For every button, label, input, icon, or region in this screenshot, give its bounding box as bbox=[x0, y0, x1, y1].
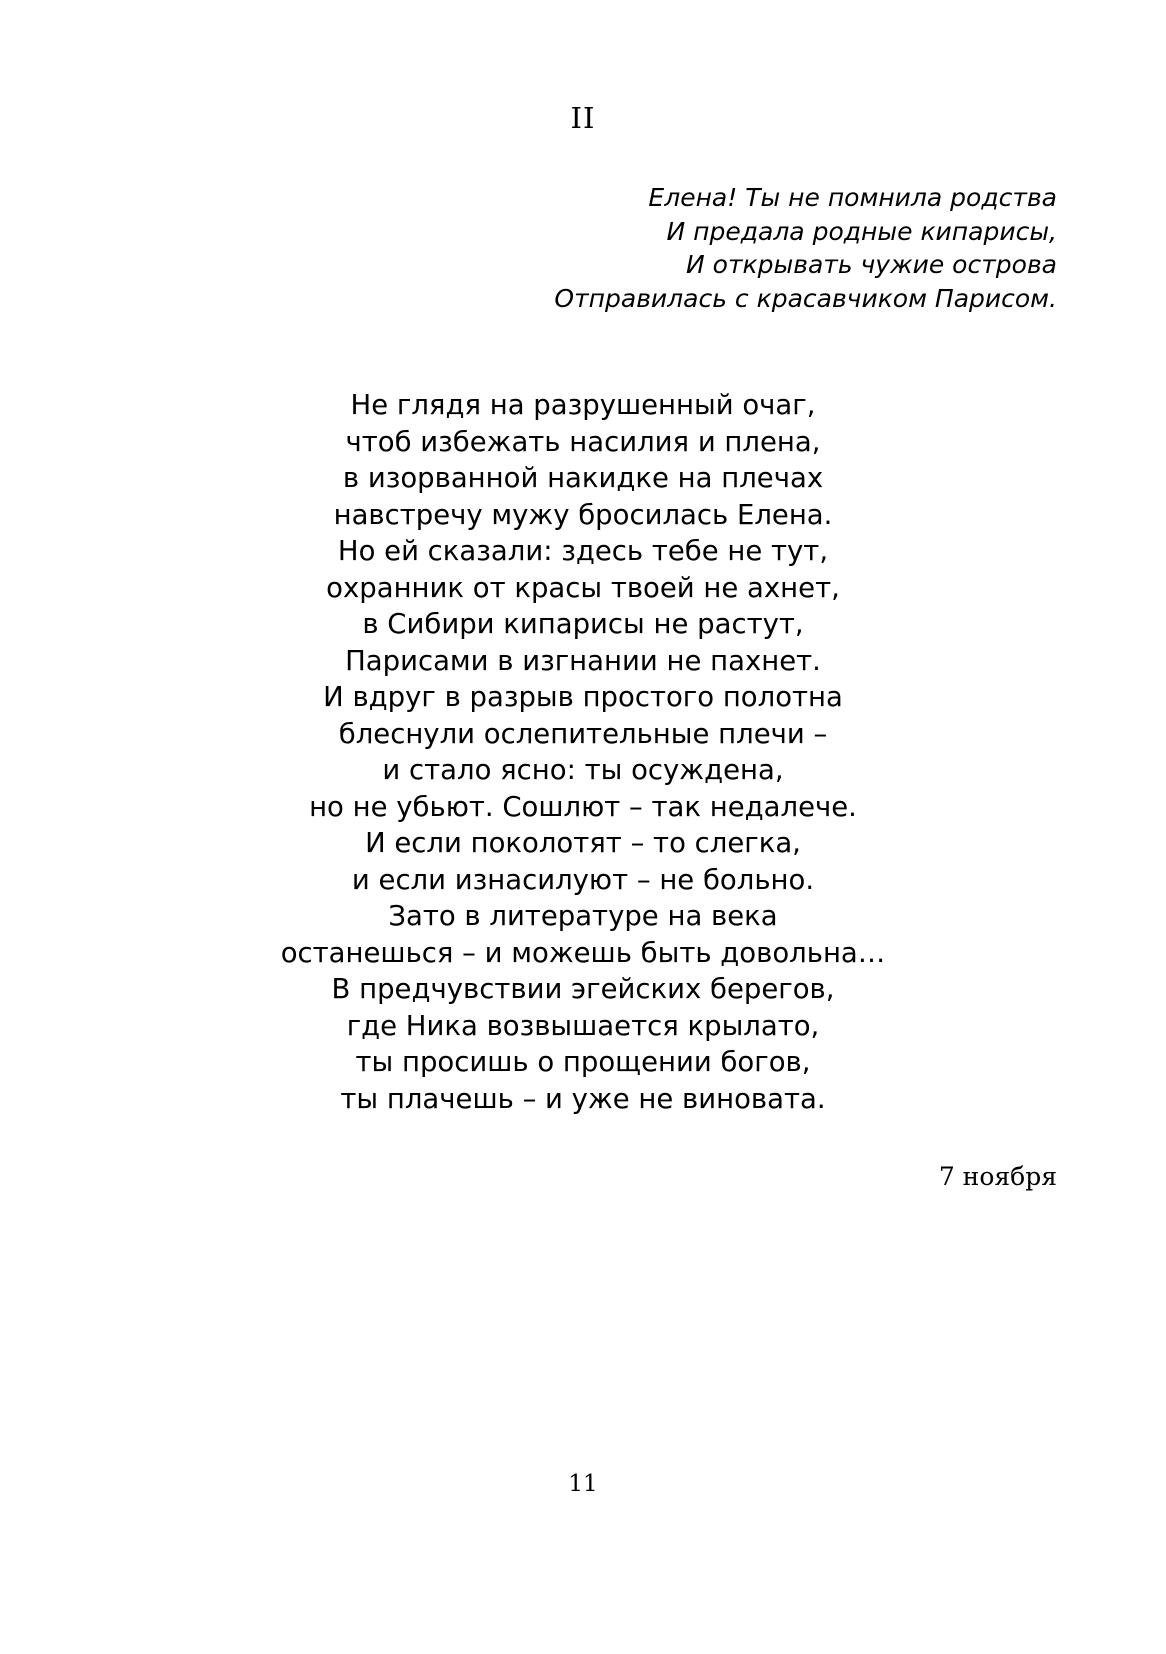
poem-line: в Сибири кипарисы не растут, bbox=[362, 608, 804, 640]
poem-line: Зато в литературе на века bbox=[388, 900, 778, 932]
epigraph-line: Елена! Ты не помнила родства bbox=[648, 183, 1057, 212]
poem-line: чтоб избежать насилия и плена, bbox=[345, 425, 821, 458]
page-number: 11 bbox=[568, 1471, 598, 1497]
epigraph-line: Отправилась с красавчиком Парисом. bbox=[554, 283, 1057, 313]
epigraph-line: И открывать чужие острова bbox=[686, 250, 1057, 279]
poem-body bbox=[0, 387, 1166, 1117]
poem-line: И вдруг в разрыв простого полотна bbox=[323, 681, 843, 713]
poem-line: в изорванной накидке на плечах bbox=[342, 462, 824, 494]
poem-line: В предчувствии эгейских берегов, bbox=[331, 973, 835, 1005]
epigraph bbox=[357, 181, 1057, 315]
poem-date: 7 ноября bbox=[938, 1162, 1057, 1191]
poem-line: и если изнасилуют – не больно. bbox=[351, 863, 815, 896]
section-numeral: II bbox=[570, 101, 596, 135]
poem-line: и стало ясно: ты осуждена, bbox=[382, 754, 784, 786]
poem-line: блеснули ослепительные плечи – bbox=[338, 717, 828, 750]
epigraph-line: И предала родные кипарисы, bbox=[666, 216, 1057, 246]
poem-line: навстречу мужу бросилась Елена. bbox=[333, 498, 833, 531]
poem-line: но не убьют. Сошлют – так недалече. bbox=[309, 790, 857, 823]
poem-line: ты плачешь – и уже не виновата. bbox=[340, 1082, 826, 1115]
poem-line: где Ника возвышается крылато, bbox=[346, 1009, 820, 1042]
poem-line: охранник от красы твоей не ахнет, bbox=[326, 571, 840, 604]
poem-line: Парисами в изгнании не пахнет. bbox=[345, 644, 821, 677]
poem-line: И если поколотят – то слегка, bbox=[365, 827, 801, 859]
poem-line: Не глядя на разрушенный очаг, bbox=[350, 389, 816, 421]
poem-line: останешься – и можешь быть довольна… bbox=[280, 936, 886, 969]
poem-line: ты просишь о прощении богов, bbox=[355, 1046, 811, 1078]
poem-line: Но ей сказали: здесь тебе не тут, bbox=[337, 535, 829, 567]
